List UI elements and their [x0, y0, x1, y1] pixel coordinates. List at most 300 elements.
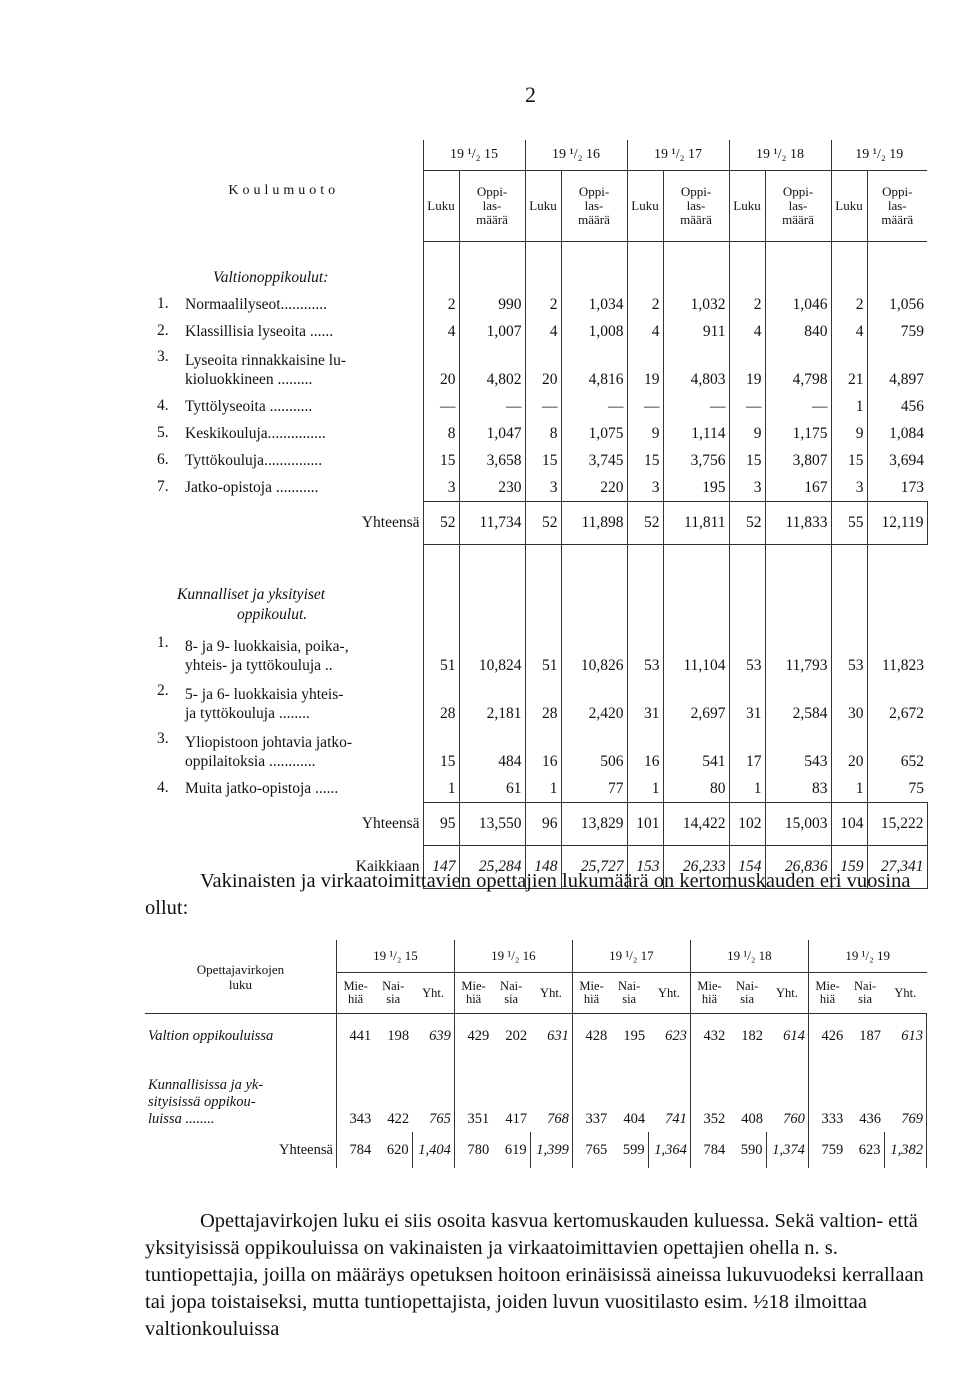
table-cell: 404 — [623, 1111, 646, 1127]
closing-paragraph: Opettajavirkojen luku ei siis osoita kasvua kertomuskauden kuluessa. Sekä valtion- että yksityisissä oppikouluissa on vakinaisten ja virkaatoimittavien opettajien ohella n. s. tuntiopettajia, joilla on määräys opetuksen hoitoon erinäisissä aineissa lukuvuodeksi kerrallaan tai jopa toistaiseksi, mutta tuntiopettajista, joiden luvun vuositilasto esim. ½18 ilmoittaa valtionkouluissa — [145, 1210, 924, 1340]
row-label-line: Tyttölyseoita ........... — [185, 398, 313, 415]
table-cell: 759 — [900, 322, 924, 340]
table-cell: 4,816 — [561, 345, 627, 393]
table-cell: 15 — [831, 447, 867, 474]
row-label-line: ja tyttökouluja ........ — [185, 705, 310, 722]
table-cell: 21 — [831, 345, 867, 393]
row-number: 4. — [157, 779, 169, 796]
table-cell: 652 — [900, 753, 924, 770]
total-cell: 11,898 — [561, 502, 627, 545]
miehia-header — [808, 973, 846, 1014]
oppilasmaara-header — [459, 171, 525, 242]
table-cell: 182 — [741, 1027, 764, 1044]
table-row — [145, 393, 927, 420]
yht-cell: 760 — [766, 1058, 808, 1132]
table-cell: 3 — [525, 474, 561, 502]
total-label: Yhteensä — [145, 803, 423, 846]
year-header: 19 ¹/₂ 18 — [690, 940, 808, 973]
table-cell: 2 — [831, 291, 867, 318]
row-label — [145, 393, 423, 420]
blank-cell — [561, 545, 627, 632]
table-cell: 1 — [729, 775, 765, 803]
row-label — [145, 631, 423, 679]
total-cell: 620 — [374, 1132, 412, 1168]
oppilasmaara-header-line: Oppi- — [476, 184, 508, 199]
miehia-header-line: hiä — [583, 992, 600, 1006]
table-cell: 3 — [627, 474, 663, 502]
table-cell: 432 — [703, 1027, 726, 1044]
total-label: Yhteensä — [145, 502, 423, 545]
total-cell: 96 — [525, 803, 561, 846]
table-cell: 20 — [525, 345, 561, 393]
table-cell: 15 — [525, 447, 561, 474]
table-cell: 506 — [561, 727, 627, 775]
row-label-line: kioluokkineen ......... — [185, 371, 313, 388]
page-number: 2 — [525, 82, 536, 107]
total-cell: 780 — [467, 1141, 490, 1158]
miehia-header — [690, 973, 728, 1014]
table-cell: 11,793 — [765, 631, 831, 679]
table-cell: 8 — [423, 420, 459, 447]
naisia-header-line: sia — [622, 992, 637, 1006]
row-label-line: Tyttökouluja............... — [185, 452, 323, 469]
naisia-header — [610, 973, 648, 1014]
table-cell: 1,175 — [765, 420, 831, 447]
table-cell: 1 — [627, 775, 663, 803]
row-label — [145, 727, 423, 775]
total-cell: 26,233 — [663, 846, 729, 889]
total-cell: 1,399 — [530, 1132, 572, 1168]
table-cell: 31 — [729, 679, 765, 727]
naisia-header — [728, 973, 766, 1014]
row-label-line: Jatko-opistoja ........... — [185, 479, 319, 497]
table-row — [145, 474, 927, 502]
naisia-header-line: Nai- — [618, 979, 641, 993]
total-cell: 153 — [627, 846, 663, 889]
total-cell: 11,811 — [663, 502, 729, 545]
yht-cell: 769 — [884, 1058, 926, 1132]
opettajavirkojen-header-line: Opettajavirkojen — [196, 961, 285, 977]
year-header: 19 ¹/₂ 18 — [729, 140, 831, 171]
row-label — [145, 1058, 336, 1132]
total-row — [145, 1132, 927, 1168]
blank-cell — [423, 242, 459, 292]
table-cell: 351 — [467, 1111, 490, 1127]
table-cell: 1,007 — [459, 318, 525, 345]
oppilasmaara-header-line: las- — [887, 198, 907, 213]
total-cell: 1,374 — [766, 1132, 808, 1168]
total-cell: 148 — [525, 846, 561, 889]
table-cell: 8 — [525, 420, 561, 447]
row-label-line: Kunnallisissa ja yk- — [148, 1077, 264, 1093]
table-cell: 11,823 — [881, 657, 924, 674]
table-cell: 1,056 — [889, 295, 924, 313]
section-title-row — [145, 545, 927, 632]
table-cell: 1,114 — [663, 420, 729, 447]
oppilasmaara-header — [663, 171, 729, 242]
row-label-line: 5- ja 6- luokkaisia yhteis- — [185, 686, 344, 703]
blank-cell — [729, 242, 765, 292]
table-cell: 1 — [525, 775, 561, 803]
miehia-header-line: Mie- — [461, 979, 486, 993]
blank-cell — [627, 242, 663, 292]
table-cell: — — [663, 393, 729, 420]
luku-header: Luku — [423, 171, 459, 242]
blank-cell — [561, 242, 627, 292]
total-cell: 101 — [627, 803, 663, 846]
yht-cell: 614 — [766, 1014, 808, 1059]
row-label — [145, 679, 423, 727]
table-cell: 3 — [423, 474, 459, 502]
blank-cell — [423, 545, 459, 632]
table-cell: 195 — [623, 1027, 646, 1044]
table-cell: 4 — [729, 318, 765, 345]
row-number: 6. — [157, 451, 169, 468]
luku-header: Luku — [729, 171, 765, 242]
table-cell: 1,034 — [561, 291, 627, 318]
table-cell: 3,745 — [561, 447, 627, 474]
table-cell: 195 — [663, 474, 729, 502]
table-cell: 4,798 — [765, 345, 831, 393]
naisia-header-line: sia — [740, 992, 755, 1006]
table-cell: 1,032 — [663, 291, 729, 318]
table-row — [145, 1014, 927, 1059]
table-cell: — — [729, 393, 765, 420]
table-cell: 4 — [831, 318, 867, 345]
yht-cell: 768 — [530, 1058, 572, 1132]
oppilasmaara-header-line: las- — [788, 198, 808, 213]
total-cell: 1,382 — [884, 1132, 926, 1168]
total-cell: 590 — [728, 1132, 766, 1168]
table-row — [145, 727, 927, 775]
table-cell: 19 — [729, 345, 765, 393]
blank-cell — [831, 242, 867, 292]
table-cell: 16 — [525, 727, 561, 775]
total-cell: 1,404 — [412, 1132, 454, 1168]
miehia-header-line: hiä — [347, 992, 364, 1006]
table-cell: 167 — [765, 474, 831, 502]
table-cell: 53 — [831, 631, 867, 679]
miehia-header-line: Mie- — [815, 979, 840, 993]
table-row — [145, 1058, 927, 1132]
row-label — [145, 1014, 336, 1059]
table-cell: — — [423, 393, 459, 420]
naisia-header — [846, 973, 884, 1014]
table-cell: 2,697 — [663, 679, 729, 727]
row-number: 3. — [157, 348, 169, 365]
table-row — [145, 318, 927, 345]
yht-cell: 639 — [412, 1014, 454, 1059]
table-cell: 9 — [729, 420, 765, 447]
table-cell: 4,803 — [663, 345, 729, 393]
table-cell: 16 — [627, 727, 663, 775]
table-cell: 1,046 — [765, 291, 831, 318]
table-cell: 484 — [459, 727, 525, 775]
row-label — [145, 447, 423, 474]
row-number: 1. — [157, 634, 169, 651]
year-header: 19 ¹/₂ 15 — [423, 140, 525, 171]
total-cell: 623 — [846, 1132, 884, 1168]
section-title-line: oppikoulut. — [237, 606, 308, 623]
oppilasmaara-header — [867, 171, 927, 242]
row-label-line: oppilaitoksia ............ — [185, 753, 316, 770]
year-header: 19 ¹/₂ 17 — [572, 940, 690, 973]
table-cell: 15 — [423, 727, 459, 775]
row-label — [145, 318, 423, 345]
miehia-header-line: hiä — [701, 992, 718, 1006]
total-cell: 52 — [525, 502, 561, 545]
naisia-header-line: Nai- — [382, 979, 405, 993]
table-cell: 19 — [627, 345, 663, 393]
table-row — [145, 291, 927, 318]
oppilasmaara-header — [561, 171, 627, 242]
table-cell: 436 — [859, 1111, 882, 1127]
table-cell: 83 — [765, 775, 831, 803]
total-cell: 26,836 — [765, 846, 831, 889]
total-cell: 159 — [831, 846, 867, 889]
table-cell: 4 — [525, 318, 561, 345]
table-cell: 53 — [627, 631, 663, 679]
yht-header: Yht. — [412, 973, 454, 1014]
koulumuoto-header: Koulumuoto — [145, 140, 423, 242]
table-cell: 1,075 — [561, 420, 627, 447]
total-label: Kaikkiaan — [145, 846, 423, 889]
table-cell: 911 — [663, 318, 729, 345]
row-label-line: yhteis- ja tyttökouluja .. — [185, 657, 333, 674]
miehia-header-line: Mie- — [579, 979, 604, 993]
table-row — [145, 420, 927, 447]
table-cell: 1 — [831, 775, 867, 803]
table-cell: 28 — [525, 679, 561, 727]
intro-paragraph: Vakinaisten ja virkaatoimittavien opettajien lukumäärä on kertomuskauden eri vuosina ollut: — [145, 870, 911, 919]
miehia-header-line: Mie- — [697, 979, 722, 993]
blank-cell — [765, 242, 831, 292]
total-cell: 154 — [729, 846, 765, 889]
table-cell: 541 — [663, 727, 729, 775]
naisia-header-line: Nai- — [500, 979, 523, 993]
total-cell: 27,341 — [867, 846, 927, 889]
blank-cell — [459, 242, 525, 292]
total-cell: 1,364 — [648, 1132, 690, 1168]
table-cell: 337 — [585, 1111, 608, 1127]
table-cell: 11,104 — [663, 631, 729, 679]
table-cell: 10,826 — [561, 631, 627, 679]
naisia-header-line: Nai- — [854, 979, 877, 993]
table-cell: 202 — [505, 1027, 528, 1044]
total-cell: 599 — [610, 1132, 648, 1168]
blank-cell — [831, 545, 867, 632]
subtotal-row — [145, 502, 927, 545]
table-cell: 3 — [729, 474, 765, 502]
naisia-header-line: sia — [504, 992, 519, 1006]
year-header: 19 ¹/₂ 19 — [831, 140, 927, 171]
total-cell: 13,550 — [459, 803, 525, 846]
table-cell: 53 — [729, 631, 765, 679]
table-cell: 20 — [423, 345, 459, 393]
miehia-header-line: hiä — [465, 992, 482, 1006]
miehia-header — [336, 973, 374, 1014]
oppilasmaara-header — [765, 171, 831, 242]
table-cell: 173 — [900, 478, 924, 496]
table-cell: 1,047 — [459, 420, 525, 447]
oppilasmaara-header-line: las- — [482, 198, 502, 213]
table-cell: 3,694 — [889, 451, 924, 469]
row-label — [145, 420, 423, 447]
table-cell: 4 — [627, 318, 663, 345]
table-cell: 1 — [831, 393, 867, 420]
blank-cell — [459, 545, 525, 632]
table-cell: 198 — [387, 1027, 410, 1044]
oppilasmaara-header-line: las- — [686, 198, 706, 213]
table-cell: 1 — [423, 775, 459, 803]
table-cell: 187 — [859, 1027, 882, 1044]
table-row — [145, 631, 927, 679]
oppilasmaara-header-line: määrä — [476, 212, 508, 227]
section-title — [145, 242, 423, 292]
table-cell: 2,420 — [561, 679, 627, 727]
yht-cell: 623 — [648, 1014, 690, 1059]
yht-cell: 613 — [884, 1014, 926, 1059]
year-header-row — [145, 140, 927, 171]
table-cell: 15 — [729, 447, 765, 474]
luku-header: Luku — [525, 171, 561, 242]
oppilasmaara-header-line: määrä — [881, 212, 914, 227]
table-cell: 441 — [349, 1027, 372, 1044]
table-cell: 220 — [561, 474, 627, 502]
table-cell: 31 — [627, 679, 663, 727]
table-cell: 28 — [423, 679, 459, 727]
table-cell: 2 — [729, 291, 765, 318]
total-cell: 14,422 — [663, 803, 729, 846]
table-cell: 343 — [349, 1111, 372, 1127]
teacher-positions-table — [145, 940, 927, 1168]
blank-cell — [663, 242, 729, 292]
oppilasmaara-header-line: Oppi- — [782, 184, 814, 199]
total-cell: 13,829 — [561, 803, 627, 846]
table-cell: 9 — [831, 420, 867, 447]
oppilasmaara-header-line: määrä — [680, 212, 712, 227]
table-cell: 3,807 — [765, 447, 831, 474]
table-cell: 230 — [459, 474, 525, 502]
blank-cell — [867, 545, 927, 632]
table-cell: 3,658 — [459, 447, 525, 474]
table-cell: 3,756 — [663, 447, 729, 474]
table-cell: 9 — [627, 420, 663, 447]
total-cell: 15,222 — [867, 803, 927, 846]
total-cell: 55 — [831, 502, 867, 545]
section-title — [145, 545, 423, 632]
table-cell: 20 — [831, 727, 867, 775]
table-cell: — — [525, 393, 561, 420]
school-statistics-body — [145, 140, 927, 889]
total-cell: 12,119 — [867, 502, 927, 545]
table-row — [145, 679, 927, 727]
row-number: 5. — [157, 424, 169, 441]
total-cell: 102 — [729, 803, 765, 846]
total-cell: 619 — [492, 1132, 530, 1168]
table-cell: 422 — [387, 1111, 410, 1127]
yht-cell: 741 — [648, 1058, 690, 1132]
oppilasmaara-header-line: Oppi- — [578, 184, 610, 199]
blank-cell — [867, 242, 927, 292]
table-cell: 4 — [423, 318, 459, 345]
yht-header: Yht. — [884, 973, 926, 1014]
row-label-line: Normaalilyseot............ — [185, 296, 328, 313]
blank-cell — [765, 545, 831, 632]
section-title-row — [145, 242, 927, 292]
row-label — [145, 291, 423, 318]
table-cell: 2,584 — [765, 679, 831, 727]
total-cell: 15,003 — [765, 803, 831, 846]
row-label-line: Valtion oppikouluissa — [148, 1027, 274, 1044]
total-cell: 765 — [585, 1141, 608, 1158]
oppilasmaara-header-line: las- — [584, 198, 604, 213]
table-cell: 2,672 — [889, 705, 924, 722]
table-row — [145, 775, 927, 803]
naisia-header — [374, 973, 412, 1014]
row-number: 2. — [157, 322, 169, 339]
naisia-header-line: sia — [858, 992, 873, 1006]
yht-header: Yht. — [648, 973, 690, 1014]
table-cell: 2,181 — [459, 679, 525, 727]
table-cell: 10,824 — [459, 631, 525, 679]
table-cell: 429 — [467, 1027, 490, 1044]
table-cell: 456 — [900, 397, 924, 415]
yht-cell: 631 — [530, 1014, 572, 1059]
miehia-header-line: Mie- — [343, 979, 368, 993]
blank-cell — [525, 242, 561, 292]
table-cell: 2 — [423, 291, 459, 318]
table-cell: 2 — [627, 291, 663, 318]
table-cell: 428 — [585, 1027, 608, 1044]
table-cell: 80 — [663, 775, 729, 803]
row-number: 1. — [157, 295, 169, 312]
table-cell: 75 — [908, 779, 924, 797]
oppilasmaara-header-line: Oppi- — [882, 184, 913, 199]
total-cell: 52 — [423, 502, 459, 545]
oppilasmaara-header-line: Oppi- — [680, 184, 712, 199]
table-cell: — — [765, 393, 831, 420]
year-header: 19 ¹/₂ 16 — [525, 140, 627, 171]
opettajavirkojen-header-line: luku — [228, 976, 253, 992]
total-cell: 11,833 — [765, 502, 831, 545]
year-header: 19 ¹/₂ 16 — [454, 940, 572, 973]
table-cell: 61 — [459, 775, 525, 803]
table-cell: 417 — [505, 1111, 528, 1127]
table-cell: 51 — [525, 631, 561, 679]
school-statistics-table — [145, 140, 928, 889]
miehia-header — [454, 973, 492, 1014]
total-cell: 147 — [423, 846, 459, 889]
miehia-header — [572, 973, 610, 1014]
table-cell: 17 — [729, 727, 765, 775]
teacher-positions-body — [145, 940, 927, 1168]
naisia-header-line: sia — [386, 992, 401, 1006]
table-cell: 4,802 — [459, 345, 525, 393]
table-cell: 840 — [765, 318, 831, 345]
table-cell: 1,084 — [889, 424, 924, 442]
table-cell: 352 — [703, 1111, 726, 1127]
total-cell: 104 — [831, 803, 867, 846]
table-cell: 15 — [423, 447, 459, 474]
yht-header: Yht. — [766, 973, 808, 1014]
miehia-header-line: hiä — [819, 992, 836, 1006]
year-header: 19 ¹/₂ 17 — [627, 140, 729, 171]
table-cell: 77 — [561, 775, 627, 803]
table-cell: — — [459, 393, 525, 420]
subtotal-row — [145, 803, 927, 846]
table-row — [145, 345, 927, 393]
